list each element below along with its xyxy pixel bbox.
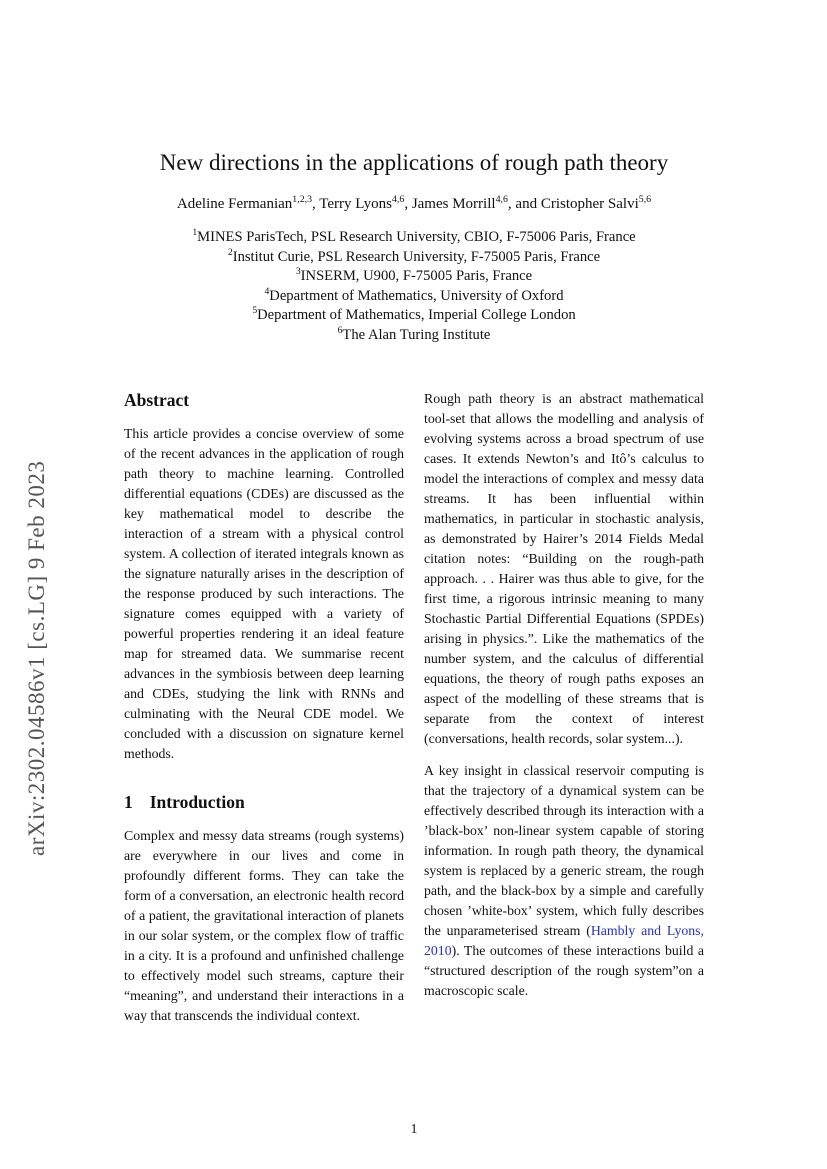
affiliation-number: 6: [337, 324, 343, 336]
affiliation-number: 5: [252, 305, 258, 317]
author-name: Cristopher Salvi: [540, 196, 639, 212]
affiliation: [124, 306, 704, 326]
affiliation: [124, 287, 704, 307]
affiliation-text: Department of Mathematics, Imperial College London: [257, 307, 576, 323]
author: [177, 196, 319, 212]
page-number: 1: [410, 1122, 418, 1137]
author-affil-marks: 4,6: [391, 194, 405, 205]
author-affil-marks: 4,6: [495, 194, 508, 205]
left-column: [124, 389, 404, 1026]
author-affil-marks: 5,6: [638, 194, 652, 205]
author-separator: ,: [404, 196, 412, 212]
abstract-text: This article provides a concise overview of some of the recent advances in the application of rough path theory to machine learning. Controlled differential equations (CDEs) are discussed as the key mathematical model to describe the interaction of a stream with a physical control system. A collection of iterated integrals known as the signature naturally arises in the description of the response produced by such interactions. The signature comes equipped with a variety of powerful properties rendering it an ideal feature map for streamed data. We summarise recent advances in the symbiosis between deep learning and CDEs, studying the link with RNNs and culminating with the Neural CDE model. We concluded with a discussion on signature kernel methods.: [124, 426, 404, 761]
affiliation-number: 1: [192, 227, 198, 239]
affiliation-text: INSERM, U900, F-75005 Paris, France: [300, 268, 533, 284]
affiliation: [124, 326, 704, 346]
affiliation: [124, 228, 704, 248]
author: [412, 196, 541, 212]
author-affil-marks: 1,2,3: [292, 194, 313, 205]
affiliation: [124, 248, 704, 268]
arxiv-watermark: arXiv:2302.04586v1 [cs.LG] 9 Feb 2023: [24, 460, 49, 856]
citation-link-hambly-lyons-2010[interactable]: Hambly and Lyons, 2010: [424, 923, 704, 958]
author-name: Terry Lyons: [319, 196, 392, 212]
affiliation-text: Department of Mathematics, University of Oxford: [269, 287, 564, 304]
author-separator: ,: [312, 196, 320, 212]
section-title: Introduction: [149, 792, 245, 812]
affiliation-number: 3: [295, 266, 301, 278]
abstract-heading: Abstract: [124, 390, 190, 410]
author: [319, 196, 412, 212]
affiliation-number: 2: [227, 246, 233, 258]
author-name: James Morrill: [411, 196, 496, 212]
intro-paragraph: Complex and messy data streams (rough systems) are everywhere in our lives and come in profoundly different forms. They can take the form of a conversation, an electronic health record of a patient, the gravitational interaction of planets in our solar system, or the complex flow of traffic in a city. It is a profound and unfinished challenge to effectively model such streams, capture their “meaning”, and understand their interactions in a way that transcends the individual context.: [124, 828, 404, 1023]
affiliation-number: 4: [264, 285, 270, 297]
affiliation-list: [124, 228, 704, 345]
paragraph-rough-path-theory: Rough path theory is an abstract mathematical tool-set that allows the modelling and analysis of evolving systems across a broad spectrum of use cases. It extends Newton’s and Itô’s calculus to model the interactions of complex and messy data streams. It has been influential within mathematics, in particular in stochastic analysis, as demonstrated by Hairer’s 2014 Fields Medal citation notes: “Building on the rough-path approach. . . Hairer was thus able to give, for the first time, a rigorous intrinsic meaning to many Stochastic Partial Differential Equations (SPDEs) arising in physics.”. Like the mathematics of the number system, and the calculus of differential equations, the theory of rough paths exposes an aspect of the modelling of these streams that is separate from the context of interest (conversations, health records, solar system...).: [424, 391, 704, 746]
paper-content: [124, 148, 704, 1026]
paragraph-text: ). The outcomes of these interactions build a “structured description of the rough system”on a macroscopic scale.: [424, 943, 704, 998]
affiliation-text: MINES ParisTech, PSL Research University, CBIO, F-75006 Paris, France: [197, 229, 636, 245]
right-column: [424, 389, 704, 1026]
author-list: [124, 194, 704, 214]
two-column-body: [124, 389, 704, 1026]
affiliation-text: Institut Curie, PSL Research University, F-75005 Paris, France: [232, 248, 601, 265]
affiliation-text: The Alan Turing Institute: [342, 326, 491, 343]
paragraph-reservoir-computing: [424, 761, 704, 1001]
paper-title: New directions in the applications of rough path theory: [159, 150, 669, 175]
author: [541, 196, 651, 212]
affiliation: [124, 267, 704, 287]
section-number: 1: [124, 792, 133, 812]
section-heading-introduction: [124, 791, 404, 813]
author-separator: , and: [507, 196, 541, 212]
paragraph-text: A key insight in classical reservoir computing is that the trajectory of a dynamical system can be effectively described through its interaction with a ’black-box’ non-linear system capable of storing information. In rough path theory, the dynamical system is replaced by a generic stream, the rough path, and the black-box by a simple and carefully chosen ’white-box’ system, which fully describes the unparameterised stream (: [424, 763, 704, 938]
author-name: Adeline Fermanian: [176, 196, 293, 212]
